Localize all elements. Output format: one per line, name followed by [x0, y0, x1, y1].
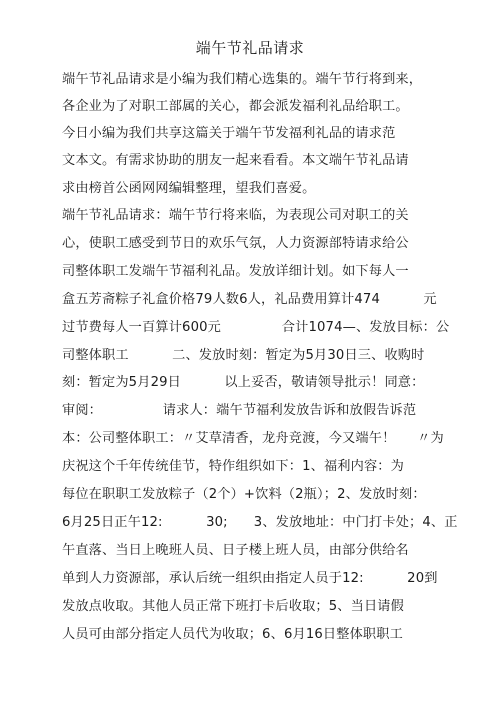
body-line: 审阅： 请求人：端午节福利发放告诉和放假告诉范 — [62, 403, 417, 418]
body-line: 今日小编为我们共享这篇关于端午节发福利礼品的请求范 — [62, 126, 396, 141]
body-line: 司整体职工发端午节福利礼品。发放详细计划。如下每人一 — [62, 264, 409, 279]
body-line: 求由榜首公函网网编辑整理，望我们喜爱。 — [62, 181, 316, 196]
body-line: 本：公司整体职工：〃艾草清香，龙舟竞渡，今又端午！ 〃为 — [62, 431, 444, 446]
body-line: 午直落、当日上晚班人员、日子楼上班人员，由部分供给名 — [62, 543, 409, 558]
body-line: 每位在职职工发放粽子（2个）+饮料（2瓶）；2、发放时刻： — [62, 487, 426, 502]
body-line: 发放点收取。其他人员正常下班打卡后收取；5、当日请假 — [62, 599, 404, 614]
body-line: 庆祝这个千年传统佳节，特作组织如下：1、福利内容：为 — [62, 459, 404, 474]
body-line: 刻：暂定为5月29日 以上妥否，敬请领导批示！同意： — [62, 375, 425, 390]
document-title: 端午节礼品请求 — [195, 39, 305, 57]
body-line: 盒五芳斋粽子礼盒价格79人数6人，礼品费用算计474 元 — [62, 292, 437, 307]
body-line: 文本文。有需求协助的朋友一起来看看。本文端午节礼品请 — [62, 153, 409, 168]
body-line: 心，使职工感受到节日的欢乐气氛，人力资源部特请求给公 — [62, 236, 409, 251]
body-line: 单到人力资源部，承认后统一组织由指定人员于12: 20到 — [62, 571, 438, 586]
body-line: 6月25日正午12: 30; 3、发放地址：中门打卡处；4、正 — [62, 515, 458, 530]
body-line: 过节费每人一百算计600元 合计1074—、发放目标：公 — [62, 320, 450, 335]
body-line: 司整体职工 二、发放时刻：暂定为5月30日三、收购时 — [62, 348, 425, 363]
body-line: 人员可由部分指定人员代为收取；6、6月16日整体职职工 — [62, 627, 403, 642]
body-line: 端午节礼品请求是小编为我们精心选集的。端午节行将到来， — [62, 72, 423, 87]
body-line: 各企业为了对职工部属的关心，都会派发福利礼品给职工。 — [62, 99, 409, 114]
body-line: 端午节礼品请求：端午节行将来临，为表现公司对职工的关 — [62, 208, 409, 223]
